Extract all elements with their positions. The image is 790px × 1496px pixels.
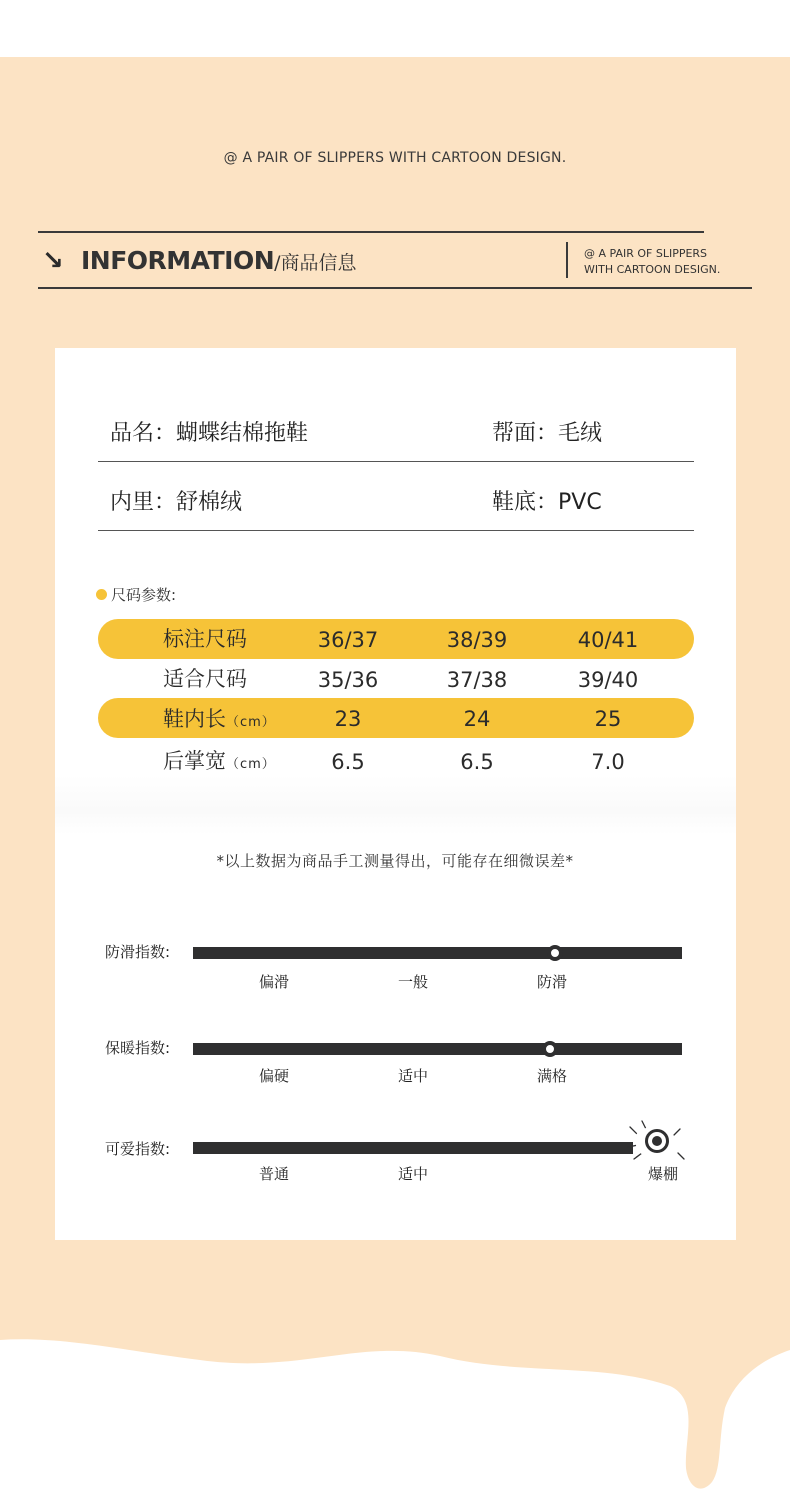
- row-label-text: 适合尺码: [163, 667, 247, 691]
- table-cell: 38/39: [446, 628, 508, 652]
- table-cell: 24: [463, 707, 491, 731]
- index-tick: 适中: [397, 1165, 428, 1183]
- index-knob: [547, 945, 563, 961]
- table-row-label: [163, 741, 303, 781]
- index-knob-center: [652, 1136, 662, 1146]
- size-table-title: [96, 585, 176, 605]
- index-label: 保暖指数:: [105, 1039, 171, 1057]
- table-cell: 25: [594, 707, 622, 731]
- info-side-line2: WITH CARTOON DESIGN.: [584, 263, 721, 276]
- index-tick: 一般: [397, 973, 428, 991]
- index-knob-max: [645, 1129, 669, 1153]
- index-tick: 偏滑: [258, 973, 289, 991]
- info-title-cn: /商品信息: [274, 252, 357, 274]
- index-label: 防滑指数:: [105, 943, 171, 961]
- info-top-rule: [38, 231, 704, 233]
- index-tick: 爆棚: [647, 1165, 678, 1183]
- table-row-label: [163, 659, 303, 699]
- index-bar: [193, 947, 682, 959]
- arrow-down-right-icon: ↘: [42, 246, 64, 276]
- info-bottom-rule: [38, 287, 752, 289]
- index-bar: [193, 1043, 682, 1055]
- table-cell: 23: [334, 707, 362, 731]
- spec-name: 品名：蝴蝶结棉拖鞋: [110, 421, 309, 446]
- row-label-text: 标注尺码: [163, 627, 247, 651]
- yellow-dot-icon: [96, 589, 107, 600]
- table-cell: 39/40: [577, 668, 639, 692]
- row-label-text: 后掌宽: [163, 749, 226, 773]
- spec-divider: [98, 530, 694, 531]
- table-cell: 6.5: [460, 750, 494, 774]
- index-tick: 偏硬: [258, 1067, 289, 1085]
- info-side-text: [584, 246, 720, 278]
- spec-lining: 内里：舒棉绒: [110, 490, 243, 515]
- spec-upper: 帮面：毛绒: [492, 421, 603, 446]
- table-cell: 35/36: [317, 668, 379, 692]
- size-table-title-text: 尺码参数:: [111, 586, 177, 604]
- top-white-strip: [0, 0, 790, 57]
- info-separator: [566, 242, 568, 278]
- row-label-text: 鞋内长: [163, 707, 226, 731]
- index-tick: 满格: [536, 1067, 567, 1085]
- index-label: 可爱指数:: [105, 1140, 171, 1158]
- table-cell: 37/38: [446, 668, 508, 692]
- row-unit: （cm）: [226, 715, 276, 730]
- spec-sole: 鞋底：PVC: [492, 490, 602, 515]
- info-side-line1: @ A PAIR OF SLIPPERS: [584, 247, 708, 260]
- spec-divider: [98, 461, 694, 462]
- index-bar: [193, 1142, 633, 1154]
- info-title: INFORMATION: [81, 246, 275, 275]
- table-row-label: [163, 619, 303, 659]
- info-heading: [81, 246, 357, 278]
- table-cell: 36/37: [317, 628, 379, 652]
- measurement-note: *以上数据为商品手工测量得出，可能存在细微误差*: [216, 852, 574, 870]
- table-cell: 40/41: [577, 628, 639, 652]
- index-tick: 适中: [397, 1067, 428, 1085]
- table-cell: 7.0: [591, 750, 625, 774]
- table-cell: 6.5: [331, 750, 365, 774]
- index-tick: 防滑: [536, 973, 567, 991]
- table-shadow: [55, 775, 736, 835]
- index-tick: 普通: [258, 1165, 289, 1183]
- row-unit: （cm）: [226, 757, 276, 772]
- drip-decoration: [0, 1290, 790, 1496]
- index-knob: [542, 1041, 558, 1057]
- tagline: @ A PAIR OF SLIPPERS WITH CARTOON DESIGN.: [223, 150, 567, 166]
- table-row-label: [163, 699, 303, 739]
